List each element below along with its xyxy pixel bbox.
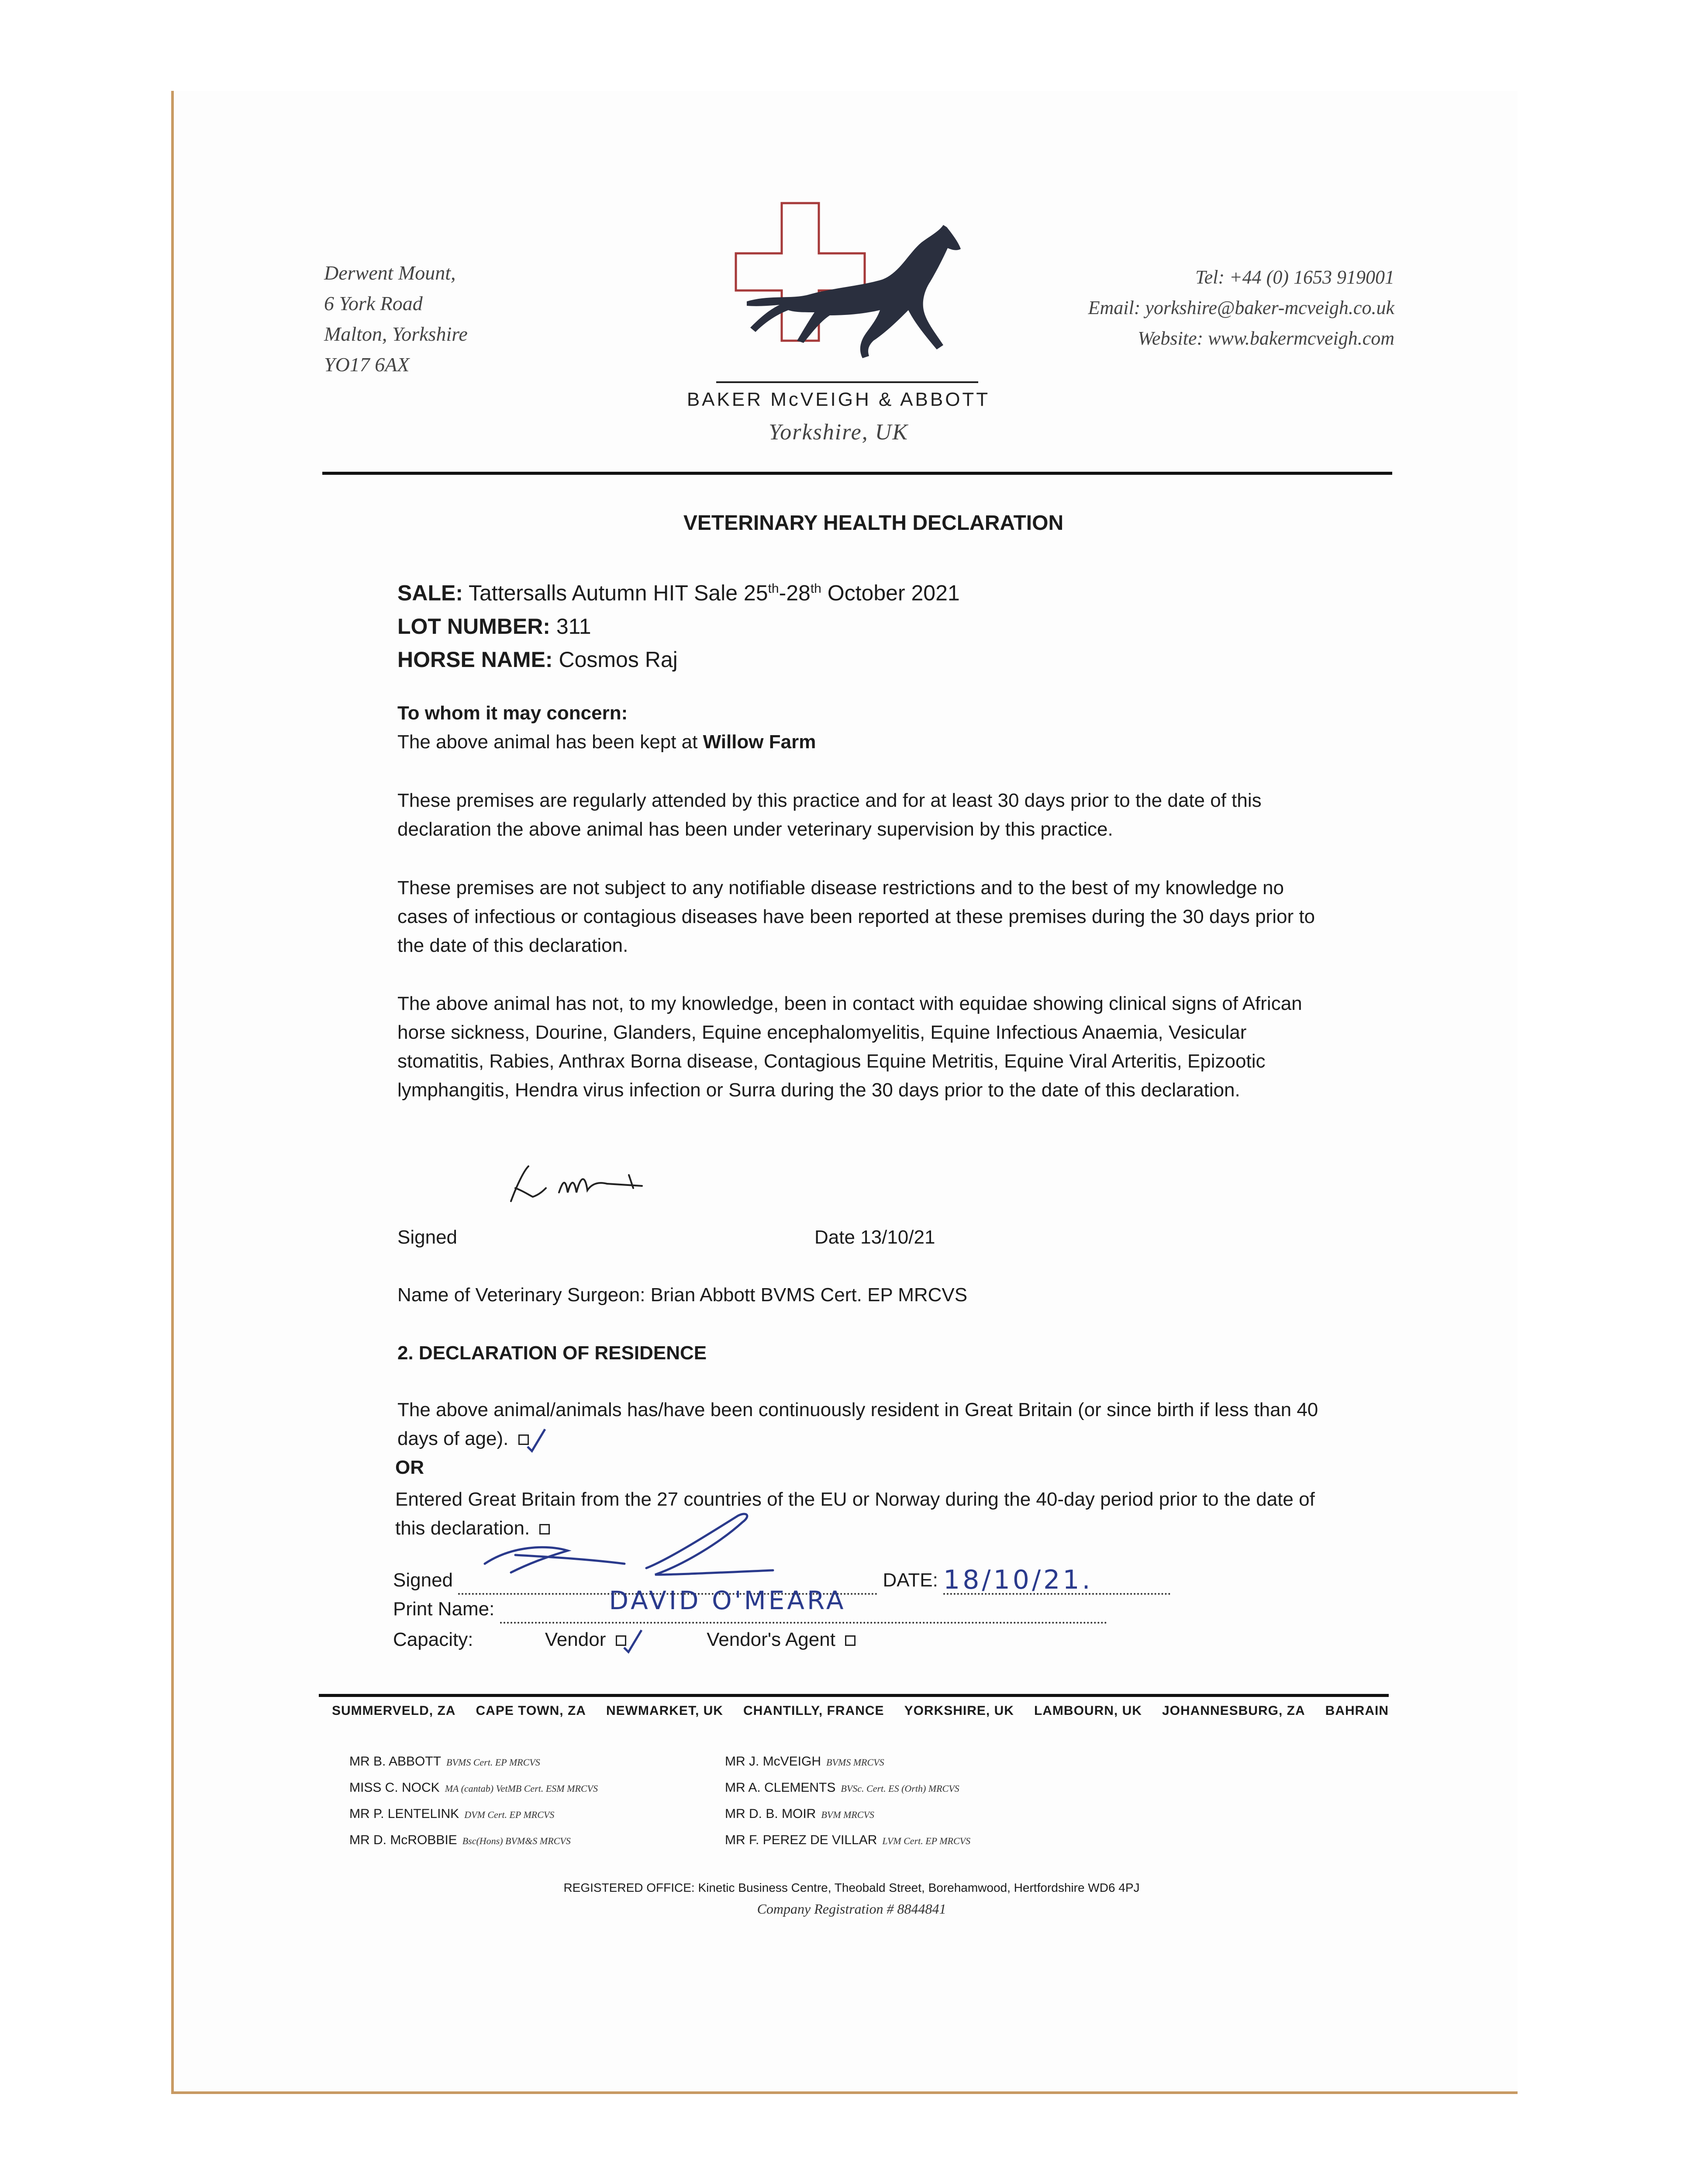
paragraph-contact: The above animal has not, to my knowledge, been in contact with equidae showing clinical signs of African horse sickness, Dourine, Glanders, Equine encephalomyelitis, Equine Infectious Anaemia, Vesicular stomatitis, Rabies, Anthrax Borna disease, Contagious Equine Metritis, Equine Viral Arteritis, Epizootic lymphangitis, Hendra virus infection or Surra during the 30 days prior to the date of this declaration.	[397, 993, 1302, 1101]
print-field[interactable]	[500, 1586, 1107, 1624]
vendor-label: Vendor	[545, 1629, 606, 1650]
partner-row	[725, 1775, 970, 1801]
sign-block	[393, 1566, 1170, 1654]
registered-office: REGISTERED OFFICE: Kinetic Business Centre, Theobald Street, Borehamwood, Hertfordshire WD6 4PJ	[563, 1881, 1140, 1894]
vet-date: Date 13/10/21	[814, 1227, 935, 1248]
print-label: Print Name:	[393, 1598, 495, 1620]
address-line: YO17 6AX	[324, 353, 410, 376]
partner-quals: LVM Cert. EP MRCVS	[882, 1835, 971, 1846]
partner-row	[349, 1828, 598, 1854]
or-label: OR	[395, 1457, 424, 1478]
partner-name: MISS C. NOCK	[349, 1780, 440, 1795]
signed-2-label: Signed	[393, 1569, 453, 1591]
vendor-agent-label: Vendor's Agent	[707, 1629, 835, 1650]
horse-value: Cosmos Raj	[559, 647, 678, 672]
partner-quals: Bsc(Hons) BVM&S MRCVS	[462, 1835, 571, 1846]
partner-name: MR J. McVEIGH	[725, 1754, 821, 1769]
horse-label: HORSE NAME:	[397, 647, 553, 672]
horse-line	[397, 643, 960, 676]
lot-line	[397, 610, 960, 643]
footer-divider	[319, 1694, 1389, 1697]
sale-label: SALE:	[397, 581, 463, 605]
address-block	[324, 258, 468, 380]
paragraph-supervision: These premises are regularly attended by this practice and for at least 30 days prior to the date of this declaration the above animal has been under veterinary supervision by this practice.	[397, 790, 1262, 840]
sale-value-post: October 2021	[821, 581, 960, 605]
vendor-agent-checkbox[interactable]	[845, 1635, 856, 1646]
residence-block	[397, 1396, 1332, 1453]
checkmark-icon	[525, 1427, 547, 1453]
capacity-label: Capacity:	[393, 1629, 473, 1650]
partner-row	[725, 1749, 970, 1775]
partner-name: MR D. McROBBIE	[349, 1833, 457, 1847]
horse-cross-logo-icon	[716, 201, 978, 384]
partner-quals: BVMS Cert. EP MRCVS	[446, 1757, 540, 1768]
partner-row	[349, 1775, 598, 1801]
capacity-line	[393, 1625, 1170, 1654]
partners-right	[725, 1749, 970, 1854]
sale-info	[397, 572, 960, 676]
vet-surgeon-name: Name of Veterinary Surgeon: Brian Abbott BVMS Cert. EP MRCVS	[397, 1284, 968, 1306]
office-item: NEWMARKET, UK	[606, 1704, 723, 1718]
partner-name: MR A. CLEMENTS	[725, 1780, 836, 1795]
partner-row	[349, 1749, 598, 1775]
vet-signature-icon	[498, 1153, 673, 1214]
checkmark-icon	[622, 1628, 644, 1654]
partner-quals: BVSc. Cert. ES (Orth) MRCVS	[841, 1783, 959, 1794]
partner-quals: BVMS MRCVS	[826, 1757, 884, 1768]
contact-block	[1088, 262, 1394, 354]
contact-email: Email: yorkshire@baker-mcveigh.co.uk	[1088, 297, 1394, 318]
sale-sup-1: th	[768, 581, 779, 596]
company-registration: Company Registration # 8844841	[757, 1901, 946, 1917]
address-line: 6 York Road	[324, 292, 423, 314]
kept-at-text: The above animal has been kept at	[397, 731, 703, 753]
partners-left	[349, 1749, 598, 1854]
firm-name: BAKER McVEIGH & ABBOTT	[687, 389, 990, 410]
sale-value-pre: Tattersalls Autumn HIT Sale 25	[469, 581, 768, 605]
partner-quals: DVM Cert. EP MRCVS	[464, 1809, 555, 1820]
address-line: Derwent Mount,	[324, 262, 456, 284]
contact-phone: Tel: +44 (0) 1653 919001	[1195, 266, 1394, 288]
salutation: To whom it may concern:	[397, 702, 628, 724]
entered-text: Entered Great Britain from the 27 countries of the EU or Norway during the 40-day period prior to the date of this declaration.	[395, 1489, 1315, 1539]
print-value: DAVID O'MEARA	[609, 1586, 846, 1615]
date-2-field[interactable]: 18/10/21.	[943, 1567, 1170, 1595]
sale-value-mid: -28	[779, 581, 811, 605]
paragraph-restrictions: These premises are not subject to any notifiable disease restrictions and to the best of my knowledge no cases of infectious or contagious diseases have been reported at these premises during the 30 days prior to the date of this declaration.	[397, 877, 1315, 956]
print-line	[393, 1586, 1170, 1624]
header-divider	[322, 472, 1392, 475]
office-item: CHANTILLY, FRANCE	[743, 1704, 884, 1718]
firm-location: Yorkshire, UK	[769, 420, 908, 445]
office-item: LAMBOURN, UK	[1034, 1704, 1142, 1718]
office-item: BAHRAIN	[1325, 1704, 1389, 1718]
address-line: Malton, Yorkshire	[324, 323, 468, 345]
document-title: VETERINARY HEALTH DECLARATION	[683, 511, 1064, 535]
sale-sup-2: th	[810, 581, 821, 596]
office-list	[332, 1704, 1389, 1718]
lot-label: LOT NUMBER:	[397, 614, 550, 639]
sale-line	[397, 572, 960, 610]
office-item: CAPE TOWN, ZA	[476, 1704, 586, 1718]
office-item: SUMMERVELD, ZA	[332, 1704, 456, 1718]
date-2-label: DATE:	[883, 1569, 938, 1591]
kept-at-line	[397, 728, 1323, 757]
vet-signed-label: Signed	[397, 1227, 458, 1248]
partner-name: MR F. PEREZ DE VILLAR	[725, 1833, 877, 1847]
partner-quals: MA (cantab) VetMB Cert. ESM MRCVS	[445, 1783, 598, 1794]
section-2-title: 2. DECLARATION OF RESIDENCE	[397, 1342, 707, 1364]
contact-website: Website: www.bakermcveigh.com	[1138, 328, 1394, 349]
partner-name: MR P. LENTELINK	[349, 1807, 459, 1821]
salutation-block	[397, 699, 1323, 757]
partner-quals: BVM MRCVS	[821, 1809, 874, 1820]
partner-name: MR B. ABBOTT	[349, 1754, 442, 1769]
partner-name: MR D. B. MOIR	[725, 1807, 816, 1821]
partner-row	[725, 1801, 970, 1828]
partner-row	[349, 1801, 598, 1828]
kept-at-place: Willow Farm	[703, 731, 816, 753]
office-item: YORKSHIRE, UK	[904, 1704, 1014, 1718]
partner-row	[725, 1828, 970, 1854]
lot-value: 311	[556, 614, 591, 639]
office-item: JOHANNESBURG, ZA	[1162, 1704, 1305, 1718]
residence-text: The above animal/animals has/have been continuously resident in Great Britain (or since birth if less than 40 days of age).	[397, 1399, 1318, 1449]
